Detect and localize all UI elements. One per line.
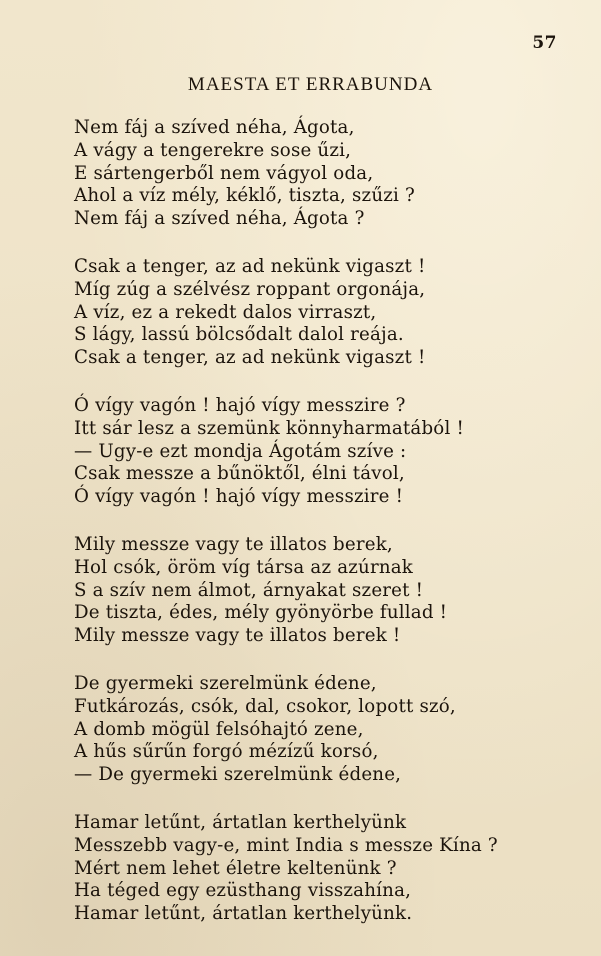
poem-line: Futkározás, csók, dal, csokor, lopott szó,: [74, 695, 456, 717]
poem-line: Hol csók, öröm víg társa az azúrnak: [74, 556, 414, 578]
poem-line: Mily messze vagy te illatos berek !: [74, 625, 401, 647]
poem-line: Ahol a víz mély, kéklő, tiszta, szűzi ?: [74, 185, 415, 207]
page-number: 57: [532, 33, 557, 53]
poem-line: Csak messze a bűnöktől, élni távol,: [74, 463, 405, 485]
poem-line: Mily messze vagy te illatos berek,: [74, 533, 393, 555]
stanza-5: [74, 673, 594, 787]
poem-line: Nem fáj a szíved néha, Ágota ?: [74, 208, 365, 230]
poem-line: Ha téged egy ezüsthang visszahína,: [74, 880, 412, 902]
poem-line: Hamar letűnt, ártatlan kerthelyünk.: [74, 903, 413, 925]
stanza-2: [74, 256, 594, 370]
poem-line: Hamar letűnt, ártatlan kerthelyünk: [74, 811, 407, 833]
poem-line: Míg zúg a szélvész roppant orgonája,: [74, 278, 426, 300]
poem-line: De gyermeki szerelmünk édene,: [74, 672, 377, 694]
stanza-3: [74, 395, 594, 509]
poem-line: A víz, ez a rekedt dalos virraszt,: [74, 301, 377, 323]
stanza-6: [74, 812, 594, 926]
poem-line: Ó vígy vagón ! hajó vígy messzire ?: [74, 394, 406, 416]
poem-line: De tiszta, édes, mély gyönyörbe fullad !: [74, 602, 448, 624]
poem-line: Messzebb vagy-e, mint India s messze Kína ?: [74, 834, 498, 856]
poem-line: S lágy, lassú bölcsődalt dalol reája.: [74, 324, 404, 346]
stanza-4: [74, 534, 594, 648]
poem-line: A vágy a tengerekre sose űzi,: [74, 139, 352, 161]
poem-line: Csak a tenger, az ad nekünk vigaszt !: [74, 255, 426, 277]
poem-body: [74, 117, 594, 951]
poem-line: Mért nem lehet életre keltenünk ?: [74, 857, 397, 879]
poem-line: A hűs sűrűn forgó mézízű korsó,: [74, 741, 379, 763]
poem-line: Csak a tenger, az ad nekünk vigaszt !: [74, 347, 426, 369]
poem-line: — Ugy-e ezt mondja Ágotám szíve :: [74, 440, 407, 462]
poem-line: S a szív nem álmot, árnyakat szeret !: [74, 579, 424, 601]
poem-line: — De gyermeki szerelmünk édene,: [74, 764, 402, 786]
stanza-1: [74, 117, 594, 231]
poem-line: Itt sár lesz a szemünk könnyharmatából !: [74, 417, 464, 439]
poem-line: Nem fáj a szíved néha, Ágota,: [74, 117, 355, 138]
poem-line: E sártengerből nem vágyol oda,: [74, 162, 374, 184]
poem-line: A domb mögül felsóhajtó zene,: [74, 718, 364, 740]
poem-title: MAESTA ET ERRABUNDA: [187, 74, 434, 95]
poem-line: Ó vígy vagón ! hajó vígy messzire !: [74, 486, 404, 508]
